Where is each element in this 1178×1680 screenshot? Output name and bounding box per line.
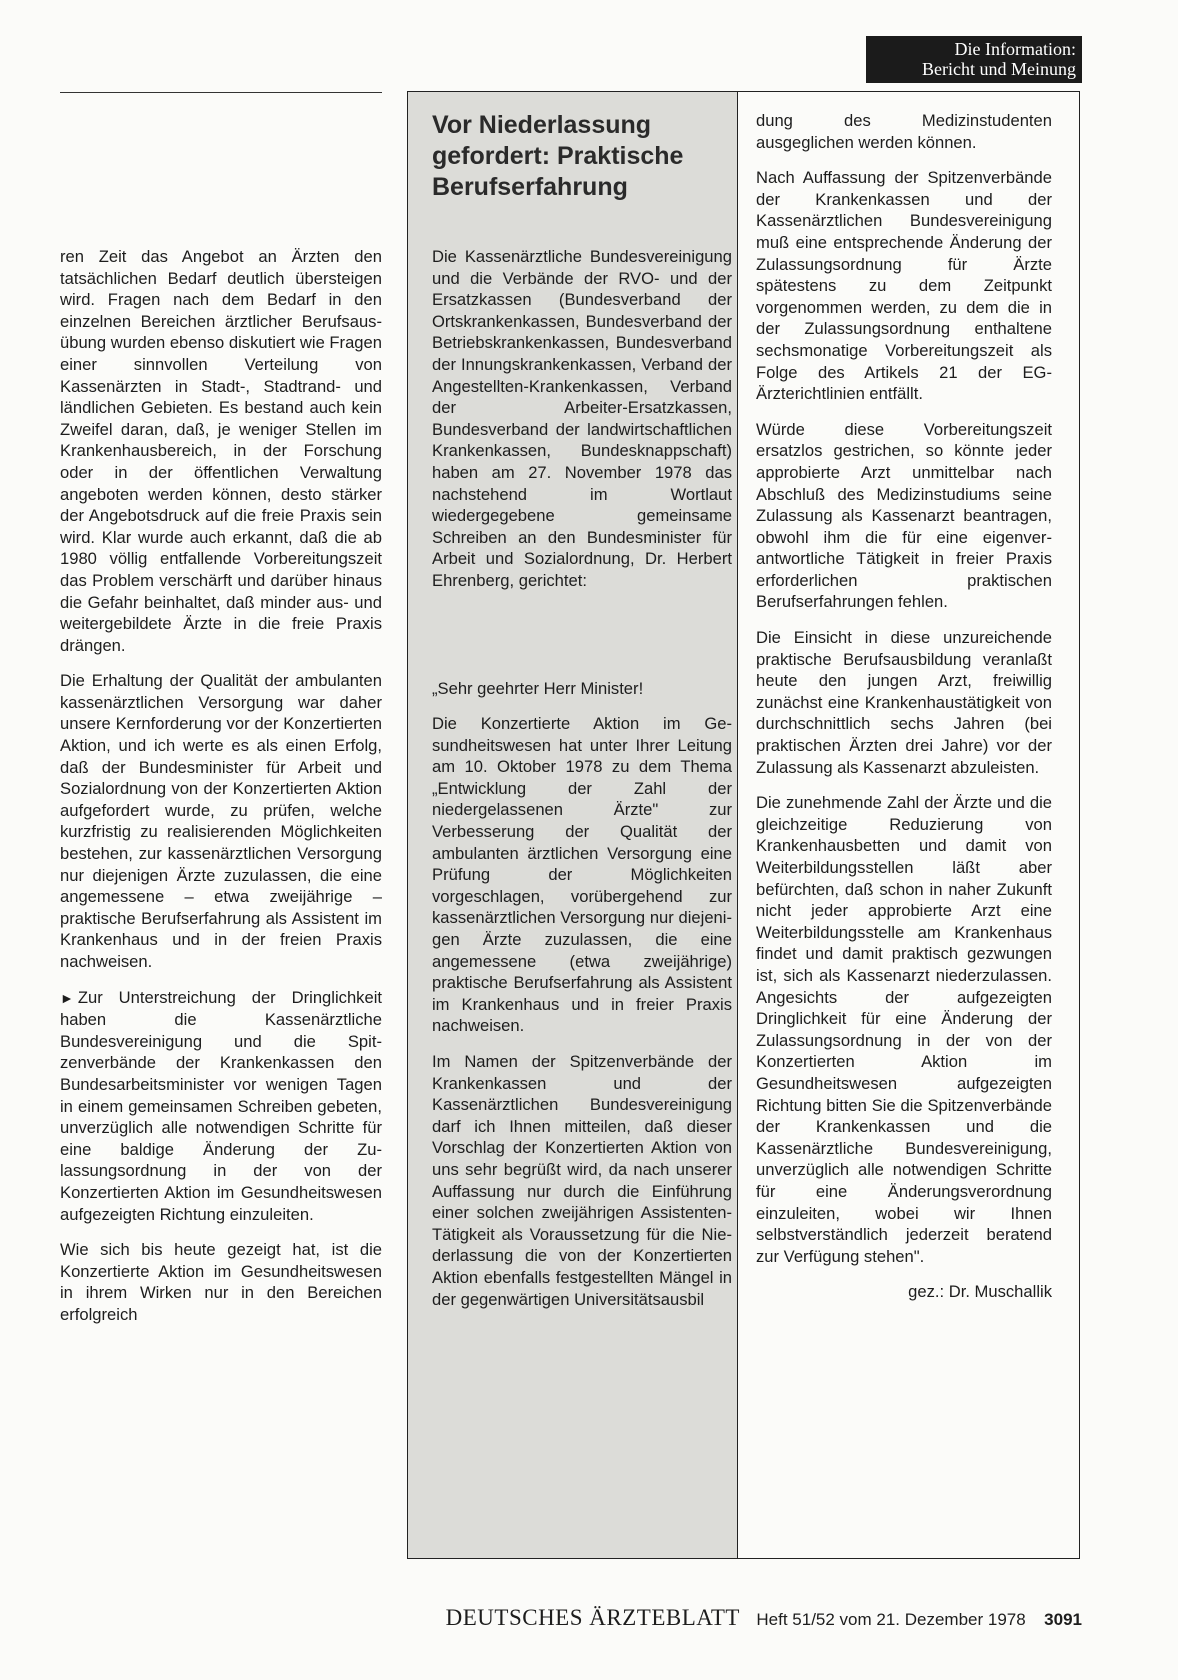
box-intro-paragraph: Die Kassenärztliche Bundesvereinigung und die Verbände der RVO- und der Ersatzkassen (Bundesverband der Ortskrankenkassen, Bundesverband der Betriebskrankenkassen, Bundesverband der Innungskrankenkassen, Verband der Angestellten-Krankenkassen, Verband der Arbeiter-Ersatzkassen, Bundesverband der landwirtschaftlichen Krankenkassen, Bundesknappschaft) haben am 27. November 1978 das nachstehend im Wortlaut wiedergegebene gemeinsame Schreiben an den Bundesminister für Arbeit und Sozialordnung, Dr. Herbert Ehrenberg, gerichtet: [432,247,732,590]
box-right-column [756,110,1052,1317]
journal-name: DEUTSCHES ÄRZTEBLATT [445,1605,740,1630]
letter-mid-paragraph-2: Im Namen der Spitzenverbände der Krankenkassen und der Kassenärztlichen Bundesvereinigung darf ich Ihnen mitteilen, daß dieser Vorschlag der Konzertierten Aktion von uns sehr begrüßt wird, da nach unserer Auffassung nur durch die Einführung einer solchen zweijährigen Assistenten-Tätigkeit als Voraussetzung für die Niederlassung die von der Konzertierten Aktion ebenfalls festgestellten Mängel in der gegenwärtigen Universitätsausbil [432,1052,732,1309]
info-box-title: Vor Niederlassung gefordert: Praktische Berufserfahrung [432,111,684,201]
letter-right-paragraph-5: Die zunehmende Zahl der Ärzte und die gleichzeitige Reduzierung von Krankenhausbetten und damit von Weiterbildungsstellen läßt aber befürchten, daß schon in naher Zukunft nicht jeder approbierte Arzt eine Weiterbildungsstelle am Krankenhaus findet und damit praktisch gezwungen ist, sich als Kassenarzt niederzulassen. Angesichts der aufgezeigten Dringlichkeit für eine Änderung der Zulassungsordnung in der von der Konzertierten Aktion im Gesundheitswesen aufgezeigten Richtung bitten Sie die Spitzenverbände der Krankenkassen und die Kassenärztliche Bundesvereinigung, unverzüglich alle notwendigen Schritte für eine Änderungsverordnung einzuleiten, wobei wir Ihnen selbstverständlich jederzeit beratend zur Verfügung stehen". [756,793,1052,1266]
page-footer [0,1605,1082,1631]
page-number: 3091 [1044,1610,1082,1629]
letter-right-paragraph-3: Würde diese Vorbereitungszeit ersatzlos gestrichen, so könnte jeder approbierte Arzt unmittelbar nach Abschluß des Medizinstudiums seine Zulassung als Kassenarzt beantragen, obwohl ihm die für eine eigenverantwortliche Tätigkeit in freier Praxis erforderlichen praktischen Berufserfahrungen fehlen. [756,419,1052,612]
box-middle-column [432,246,732,1324]
section-tag-line2: Bericht und Meinung [922,59,1076,79]
left-paragraph-2: Die Erhaltung der Qualität der ambulanten kassenärztlichen Versorgung war daher unsere Kernforderung vor der Konzertierten Aktion, und ich werte es als einen Erfolg, daß der Bundesminister für Arbeit und Sozialordnung von der Konzertierten Aktion aufgefordert wurde, zu prüfen, welche kurzfristig zu realisierenden Möglichkeiten bestehen, zur kassenärztlichen Versorgung nur diejenigen Ärzte zuzulassen, die eine angemessene – etwa zweijährige – praktische Berufserfahrung als Assistent im Krankenhaus und in der freien Praxis nachweisen. [60,671,382,971]
left-paragraph-1: ren Zeit das Angebot an Ärzten den tatsächlichen Bedarf deutlich übersteigen wird. Fragen nach dem Bedarf in den einzelnen Bereichen ärztlicher Berufsausübung wurden ebenso diskutiert wie Fragen einer sinnvollen Verteilung von Kassenärzten in Stadt-, Stadtrand- und ländlichen Gebieten. Es bestand auch kein Zweifel daran, daß, je weniger Stellen im Krankenhausbereich, in der Forschung oder in der öffentlichen Verwaltung angeboten werden können, desto stärker der Angebotsdruck auf die freie Praxis sein wird. Klar wurde auch erkannt, daß die ab 1980 völlig entfallende Vorbereitungszeit das Problem verschärft und darüber hinaus die Gefahr beinhaltet, daß minder aus- und weitergebildete Ärzte in die freie Praxis drängen. [60,247,382,655]
left-bullet-text: Zur Unterstreichung der Dringlichkeit haben die Kassenärztliche Bundesvereinigung und die Spitzenverbände der Krankenkassen den Bundesarbeitsminister vor wenigen Tagen in einem gemeinsamen Schreiben gebeten, unverzüglich alle notwendigen Schritte für eine baldige Änderung der Zulassungsordnung in der von der Konzertierten Aktion im Gesundheitswesen aufgezeigten Richtung einzuleiten. [60,987,382,1224]
left-bullet-paragraph [60,987,382,1226]
section-tag-line1: Die Information: [954,39,1076,59]
letter-signature: gez.: Dr. Muschallik [908,1282,1052,1302]
triangle-bullet-icon: ► [60,989,74,1006]
letter-right-paragraph-1: dung des Medizinstudenten ausgeglichen werden können. [756,111,1052,152]
letter-salutation: „Sehr geehrter Herr Minister! [432,678,644,698]
section-tag [866,36,1082,83]
letter-mid-paragraph-1: Die Konzertierte Aktion im Gesundheitswesen hat unter Ihrer Leitung am 10. Oktober 1978 zu dem Thema „Entwicklung der Zahl der niedergelassenen Ärzte" zur Verbesserung der Qualität der ambulanten ärztlichen Versorgung eine Prüfung der Möglichkeiten vorgeschlagen, vorübergehend zur kassenärztlichen Versorgung nur diejenigen Ärzte zuzulassen, die eine angemessene (etwa zweijährige) praktische Berufserfahrung als Assistent im Krankenhaus und in freier Praxis nachweisen. [432,714,732,1036]
left-paragraph-last: Wie sich bis heute gezeigt hat, ist die Konzertierte Aktion im Gesundheitswesen in ihrem Wirken nur in den Bereichen erfolgreich [60,1240,382,1324]
letter-right-paragraph-4: Die Einsicht in diese unzureichende praktische Berufsausbildung veranlaßt heute den jungen Arzt, freiwillig zunächst eine Krankenhaustätigkeit von durchschnittlich sechs Jahren (bei praktischen Ärzten drei Jahre) vor der Zulassung als Kassenarzt abzuleisten. [756,628,1052,777]
letter-right-paragraph-2: Nach Auffassung der Spitzenverbände der Krankenkassen und der Kassenärztlichen Bundesvereinigung muß eine entsprechende Änderung der Zulassungsordnung für Ärzte spätestens zu dem Zeitpunkt vorgenommen werden, zu dem die in der Zulassungsordnung enthaltene sechsmonatige Vorbereitungszeit als Folge des Artikels 21 der EG-Ärzterichtlinien entfällt. [756,168,1052,404]
left-column [60,246,382,1340]
issue-info: Heft 51/52 vom 21. Dezember 1978 [756,1610,1026,1629]
top-rule [60,92,382,93]
